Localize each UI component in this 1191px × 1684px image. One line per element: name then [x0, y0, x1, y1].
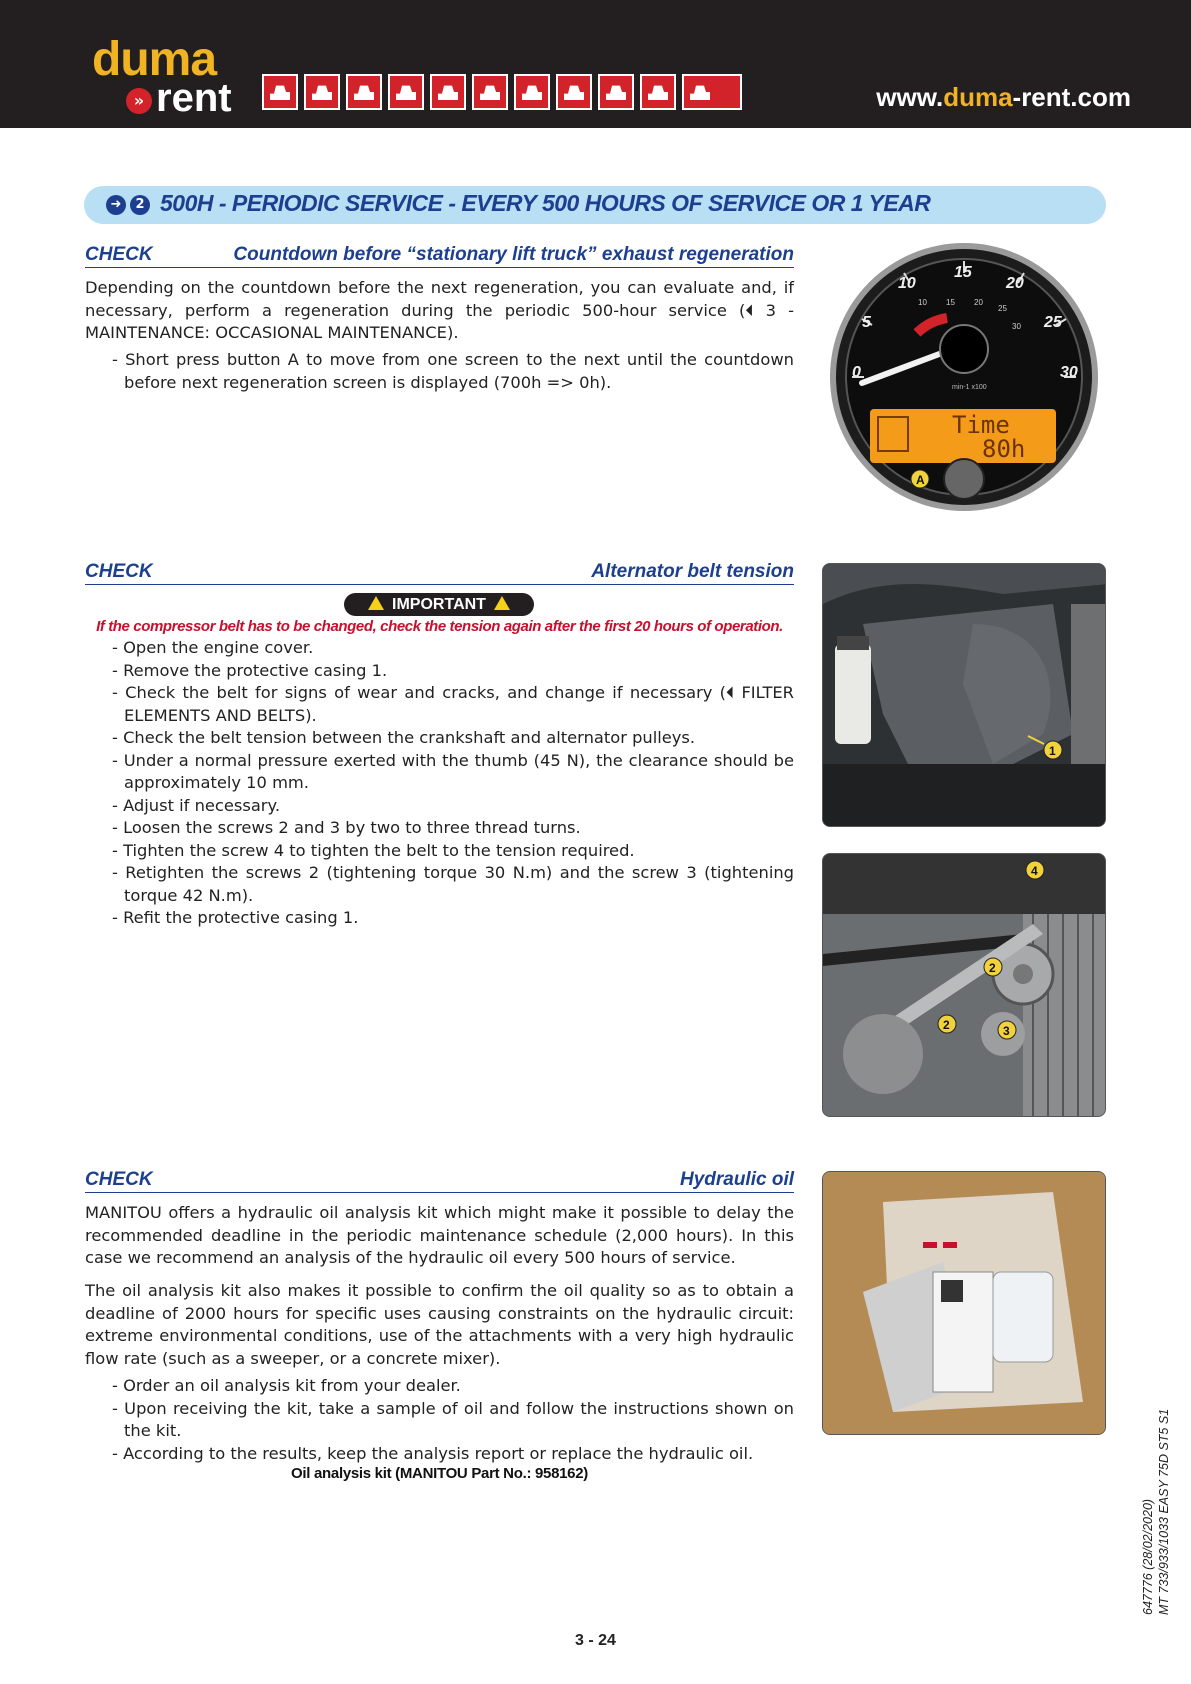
list-item: - Refit the protective casing 1. [112, 907, 794, 930]
section3-paragraph-2: The oil analysis kit also makes it possible to confirm the oil quality so as to obtain a deadline of 2000 hours for specific uses causing constraints on the hydraulic circuit: extreme environmental conditions, use of the attachments with a very high hydraulic flow rate (such as a sweeper, or a concrete mixer). [85, 1281, 794, 1368]
callout-3: 3 [1003, 1024, 1010, 1038]
svg-text:20: 20 [974, 298, 983, 307]
list-item: - Order an oil analysis kit from your dealer. [112, 1375, 794, 1398]
list-item: - Under a normal pressure exerted with the thumb (45 N), the clearance should be approximately 10 mm. [112, 750, 794, 795]
wheel-loader-icon [430, 74, 466, 110]
display-time-value: 80h [982, 435, 1026, 463]
important-badge: IMPORTANT [344, 593, 534, 616]
check-label: CHECK [85, 1169, 153, 1190]
section2-heading [85, 558, 794, 585]
gauge-tick-label: 15 [954, 264, 972, 281]
articulated-lift-icon [640, 74, 676, 110]
display-time-label: Time [952, 411, 1010, 439]
list-item: - Check the belt tension between the crankshaft and alternator pulleys. [112, 727, 794, 750]
gauge-tick-label: 5 [862, 314, 871, 331]
list-item: - Adjust if necessary. [112, 795, 794, 818]
check-label: CHECK [85, 244, 153, 265]
gauge-unit: min-1 x100 [952, 384, 987, 391]
svg-text:15: 15 [946, 298, 955, 307]
gauge-tick-label: 20 [1006, 275, 1024, 292]
boom-lift-icon [598, 74, 634, 110]
warning-triangle-icon [494, 596, 510, 610]
callout-2b: 2 [943, 1018, 950, 1032]
excavator-icon [556, 74, 592, 110]
section1-title: Countdown before “stationary lift truck” exhaust regeneration [233, 244, 794, 265]
backhoe-icon [514, 74, 550, 110]
section1-bullets [112, 349, 794, 394]
forklift-icon [304, 74, 340, 110]
list-item: - Loosen the screws 2 and 3 by two to three thread turns. [112, 817, 794, 840]
check-label: CHECK [85, 561, 153, 582]
list-item: - Retighten the screws 2 (tightening torque 30 N.m) and the screw 3 (tightening torque 42 N.m). [112, 862, 794, 907]
crane-truck-icon [682, 74, 742, 110]
gauge-tick-label: 10 [898, 275, 916, 292]
callout-1: 1 [1049, 744, 1056, 758]
part-number-caption: Oil analysis kit (MANITOU Part No.: 958162) [291, 1465, 588, 1482]
button-a-callout: A [916, 473, 925, 487]
logo-arrows-icon: » [126, 88, 152, 114]
logo-duma-text: duma [92, 33, 217, 86]
svg-text:30: 30 [1012, 322, 1021, 331]
section2-title: Alternator belt tension [591, 561, 794, 582]
svg-text:10: 10 [918, 298, 927, 307]
list-item: - Short press button A to move from one screen to the next until the countdown before next regeneration screen is displayed (700h => 0h). [112, 349, 794, 394]
section1-heading [85, 241, 794, 268]
skid-loader-icon [262, 74, 298, 110]
section2-bullets [112, 637, 794, 930]
page-title: 500H - PERIODIC SERVICE - EVERY 500 HOURS OF SERVICE OR 1 YEAR [160, 190, 931, 216]
section3-title: Hydraulic oil [679, 1169, 794, 1190]
list-item: - Tighten the screw 4 to tighten the belt to the tension required. [112, 840, 794, 863]
callout-4: 4 [1031, 864, 1038, 878]
section3-bullets [112, 1375, 794, 1465]
dumper-icon [472, 74, 508, 110]
section3-heading [85, 1166, 794, 1193]
gauge-tick-label: 30 [1060, 364, 1078, 381]
right-arrow-circle-icon: ➜ [106, 195, 126, 215]
section-banner [84, 186, 1106, 224]
logo-rent-text: rent [156, 76, 232, 120]
important-warning-text: If the compressor belt has to be changed, check the tension again after the first 20 hours of operation. [96, 618, 783, 635]
document-reference: 647776 (28/02/2020) MT 733/933/1033 EASY 75D ST5 S1 [1141, 1408, 1171, 1615]
section1-paragraph: Depending on the countdown before the next regeneration, you can evaluate and, if necessary, perform a regeneration during the periodic 500-hour service (⏴ 3 - MAINTENANCE: OCCASIONAL MAINTENANCE). [85, 278, 794, 342]
machine-icons-strip [262, 74, 742, 110]
gauge-tick-label: 25 [1044, 314, 1062, 331]
list-item: - Remove the protective casing 1. [112, 660, 794, 683]
list-item: - Open the engine cover. [112, 637, 794, 660]
list-item: - Upon receiving the kit, take a sample of oil and follow the instructions shown on the kit. [112, 1398, 794, 1443]
website-link[interactable]: www.duma-rent.com [876, 82, 1131, 112]
oil-analysis-kit-photo [822, 1171, 1106, 1435]
page-header [0, 0, 1191, 128]
list-item: - Check the belt for signs of wear and cracks, and change if necessary (⏴ FILTER ELEMENTS AND BELTS). [112, 682, 794, 727]
gauge-tick-label: 0 [852, 364, 861, 381]
belt-tensioner-photo [822, 853, 1106, 1117]
svg-text:25: 25 [998, 304, 1007, 313]
dashboard-gauge-image [822, 243, 1106, 511]
callout-2a: 2 [989, 961, 996, 975]
scissor-lift-icon [346, 74, 382, 110]
engine-cover-photo [822, 563, 1106, 827]
telehandler-icon [388, 74, 424, 110]
section-number-badge: 2 [130, 195, 150, 215]
page-number: 3 - 24 [575, 1632, 616, 1649]
section3-paragraph-1: MANITOU offers a hydraulic oil analysis kit which might make it possible to delay the recommended deadline in the periodic maintenance schedule (2,000 hours). In this case we recommend an analysis of the hydraulic oil every 500 hours of service. [85, 1203, 794, 1267]
list-item: - According to the results, keep the analysis report or replace the hydraulic oil. [112, 1443, 794, 1466]
warning-triangle-icon [368, 596, 384, 610]
